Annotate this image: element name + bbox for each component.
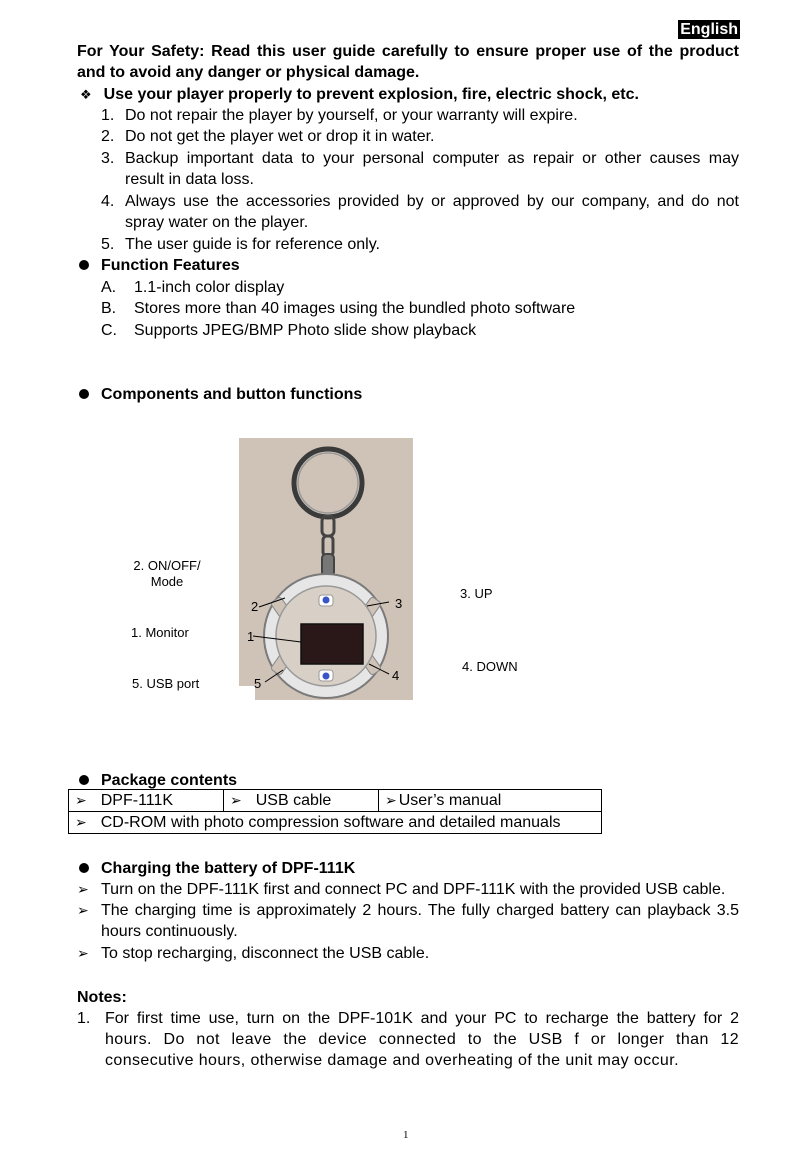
feature-text: Stores more than 40 images using the bundled photo software xyxy=(134,300,576,317)
label-monitor: 1. Monitor xyxy=(131,625,189,640)
notes-heading: Notes: xyxy=(77,989,127,1006)
package-heading: Package contents xyxy=(101,772,238,789)
safety-item-text: Always use the accessories provided by or approved by our company, and do not xyxy=(125,193,739,210)
arrow-bullet-icon: ➢ xyxy=(230,792,242,808)
round-bullet-icon xyxy=(79,863,89,873)
feature-letter: B. xyxy=(101,300,117,317)
label-usb-port: 5. USB port xyxy=(132,676,200,691)
round-bullet-icon xyxy=(79,260,89,270)
safety-item-num: 5. xyxy=(101,236,115,253)
safety-item-text: The user guide is for reference only. xyxy=(125,236,380,253)
page-number: 1 xyxy=(403,1129,409,1141)
charging-item-text: The charging time is approximately 2 hours. The fully charged battery can playback 3.5 xyxy=(101,902,739,919)
table-cell: ➢ USB cable xyxy=(224,790,379,812)
round-bullet-icon xyxy=(79,389,89,399)
table-cell: ➢ User’s manual xyxy=(379,790,602,812)
note-text: For first time use, turn on the DPF-101K and your PC to recharge the battery for 2 xyxy=(105,1010,739,1027)
callout-number: 4 xyxy=(392,668,400,683)
components-heading: Components and button functions xyxy=(101,386,363,403)
safety-item-num: 1. xyxy=(101,107,115,124)
note-num: 1. xyxy=(77,1010,91,1027)
feature-letter: C. xyxy=(101,322,117,339)
feature-letter: A. xyxy=(101,279,117,296)
diamond-bullet-icon: ❖ xyxy=(80,87,92,102)
label-up: 3. UP xyxy=(460,586,493,601)
features-heading: Function Features xyxy=(101,257,240,274)
safety-item-num: 2. xyxy=(101,128,115,145)
arrow-bullet-icon: ➢ xyxy=(77,902,89,918)
language-badge: English xyxy=(680,21,738,38)
charging-item-text: Turn on the DPF-111K first and connect PC and DPF-111K with the provided USB cable. xyxy=(101,881,726,898)
arrow-bullet-icon: ➢ xyxy=(75,792,87,808)
feature-text: 1.1-inch color display xyxy=(134,279,285,296)
charging-heading: Charging the battery of DPF-111K xyxy=(101,860,356,877)
safety-item-num: 3. xyxy=(101,150,115,167)
safety-intro-line2: and to avoid any danger or physical damage. xyxy=(77,64,420,81)
charging-item-text: To stop recharging, disconnect the USB cable. xyxy=(101,945,430,962)
charging-item-text-cont: hours continuously. xyxy=(101,923,238,940)
callout-number: 3 xyxy=(395,596,403,611)
label-down: 4. DOWN xyxy=(462,659,518,674)
package-contents-table xyxy=(68,789,602,834)
callout-number: 5 xyxy=(254,676,262,691)
device-illustration xyxy=(239,438,413,700)
arrow-bullet-icon: ➢ xyxy=(77,881,89,897)
arrow-bullet-icon: ➢ xyxy=(75,814,87,830)
note-text: hours. Do not leave the device connected to the USB f or longer than 12 xyxy=(105,1031,739,1048)
table-row xyxy=(69,790,602,812)
safety-subheading: ❖ Use your player properly to prevent explosion, fire, electric shock, etc. xyxy=(80,86,639,103)
safety-item-text: Do not get the player wet or drop it in water. xyxy=(125,128,435,145)
callout-number: 1 xyxy=(247,629,255,644)
safety-intro-line1: For Your Safety: Read this user guide carefully to ensure proper use of the product xyxy=(77,43,739,60)
safety-item-text: Backup important data to your personal computer as repair or other causes may xyxy=(125,150,739,167)
monitor-screen xyxy=(301,624,363,664)
table-row xyxy=(69,812,602,834)
table-cell: ➢ CD-ROM with photo compression software and detailed manuals xyxy=(69,812,602,834)
note-text: consecutive hours, otherwise damage and overheating of the unit may occur. xyxy=(105,1052,679,1069)
safety-item-num: 4. xyxy=(101,193,115,210)
feature-text: Supports JPEG/BMP Photo slide show playback xyxy=(134,322,477,339)
safety-item-text-cont: spray water on the player. xyxy=(125,214,309,231)
safety-item-text-cont: result in data loss. xyxy=(125,171,254,188)
label-on-off-mode: 2. ON/OFF/ Mode xyxy=(133,558,201,589)
safety-item-text: Do not repair the player by yourself, or your warranty will expire. xyxy=(125,107,578,124)
round-bullet-icon xyxy=(79,775,89,785)
arrow-bullet-icon: ➢ xyxy=(385,792,397,808)
table-cell: ➢ DPF-111K xyxy=(69,790,224,812)
callout-number: 2 xyxy=(251,599,259,614)
arrow-bullet-icon: ➢ xyxy=(77,945,89,961)
